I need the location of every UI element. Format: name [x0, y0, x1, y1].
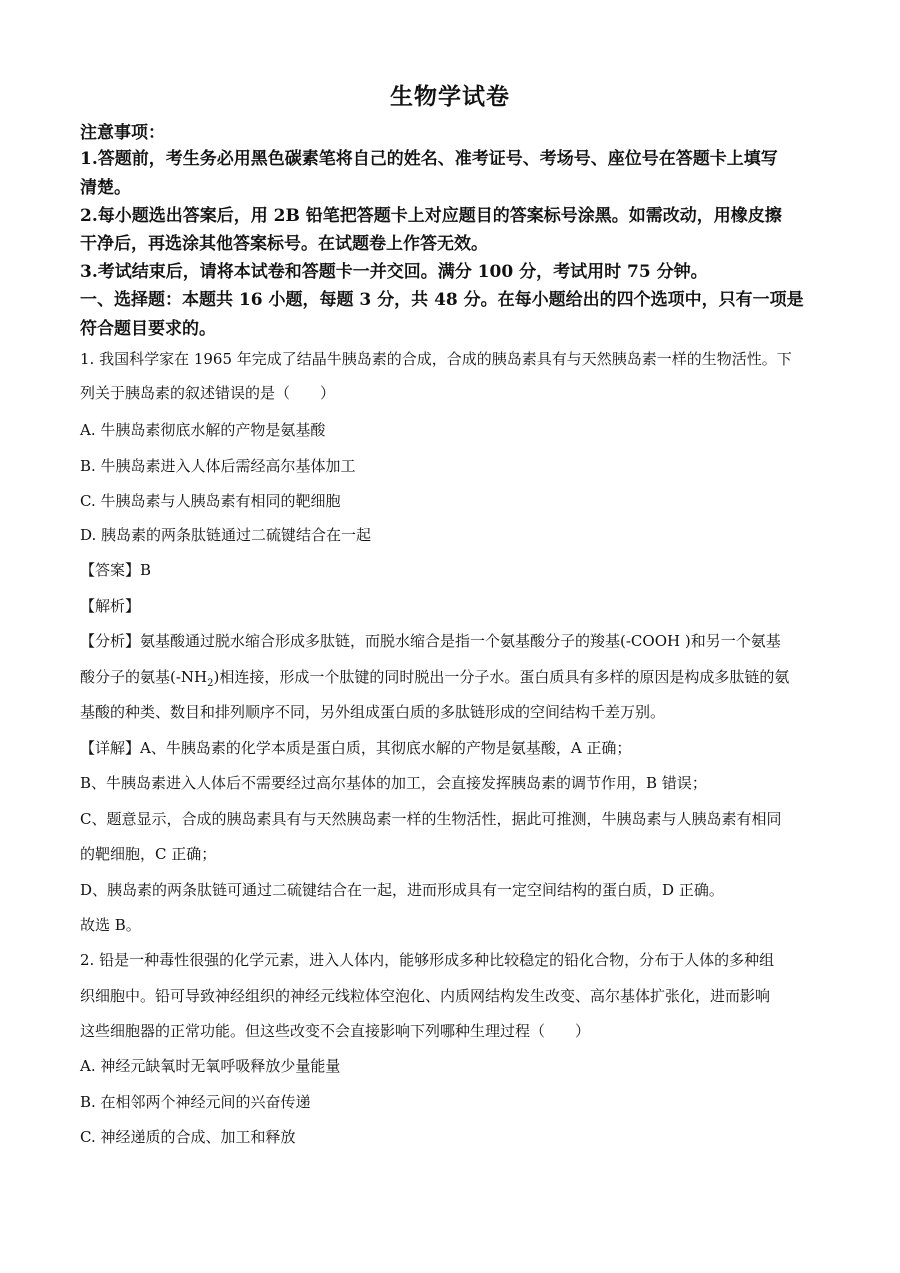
q1-fenxi-subscript: 2 [207, 678, 214, 689]
q1-fenxi-line-2-pre: 酸分子的氨基(-NH [80, 668, 208, 686]
notice-item-1-line-2: 清楚。 [80, 178, 131, 198]
q1-fenxi-line-3: 基酸的种类、数目和排列顺序不同，另外组成蛋白质的多肽链形成的空间结构千差万别。 [80, 703, 666, 721]
q1-option-c: C. 牛胰岛素与人胰岛素有相同的靶细胞 [80, 492, 341, 510]
q1-stem-line-2: 列关于胰岛素的叙述错误的是（ ） [80, 384, 336, 402]
q1-xiangjie-c-line-2: 的靶细胞，C 正确； [80, 845, 217, 863]
q2-stem-line-3: 这些细胞器的正常功能。但这些改变不会直接影响下列哪种生理过程（ ） [80, 1022, 591, 1040]
section-heading-line-2: 符合题目要求的。 [80, 319, 216, 339]
page-title: 生物学试卷 [390, 83, 510, 110]
notice-item-3: 3.考试结束后，请将本试卷和答题卡一并交回。满分 100 分，考试用时 75 分钟。 [80, 262, 708, 282]
section-heading-line-1: 一、选择题：本题共 16 小题，每题 3 分，共 48 分。在每小题给出的四个选项中，只有一项是 [80, 290, 804, 310]
notice-item-1-line-1: 1.答题前，考生务必用黑色碳素笔将自己的姓名、准考证号、考场号、座位号在答题卡上填写 [80, 149, 778, 169]
q1-option-a: A. 牛胰岛素彻底水解的产物是氨基酸 [80, 421, 326, 439]
q2-stem-line-1: 2. 铅是一种毒性很强的化学元素，进入人体内，能够形成多种比较稳定的铅化合物，分布于人体的多种组 [80, 951, 775, 969]
q1-option-b: B. 牛胰岛素进入人体后需经高尔基体加工 [80, 457, 356, 475]
q2-option-b: B. 在相邻两个神经元间的兴奋传递 [80, 1093, 311, 1111]
q2-option-a: A. 神经元缺氧时无氧呼吸释放少量能量 [80, 1057, 341, 1075]
q1-xiangjie-b: B、牛胰岛素进入人体后不需要经过高尔基体的加工，会直接发挥胰岛素的调节作用，B 错误； [80, 774, 707, 792]
q1-xiangjie-c-line-1: C、题意显示，合成的胰岛素具有与天然胰岛素一样的生物活性，据此可推测，牛胰岛素与人胰岛素有相同 [80, 810, 782, 828]
q1-fenxi-line-1: 【分析】氨基酸通过脱水缩合形成多肽链，而脱水缩合是指一个氨基酸分子的羧基(-COOH )和另一个氨基 [80, 632, 781, 650]
q1-fenxi-line-2 [80, 665, 825, 696]
notice-heading: 注意事项： [80, 123, 165, 143]
q1-option-d: D. 胰岛素的两条肽链通过二硫键结合在一起 [80, 526, 372, 544]
q1-xiangjie-a: 【详解】A、牛胰岛素的化学本质是蛋白质，其彻底水解的产物是氨基酸，A 正确； [80, 739, 632, 757]
q1-analysis-label: 【解析】 [80, 597, 141, 615]
notice-item-2-line-2: 干净后，再选涂其他答案标号。在试题卷上作答无效。 [80, 234, 488, 254]
q2-option-c: C. 神经递质的合成、加工和释放 [80, 1128, 296, 1146]
q2-stem-line-2: 织细胞中。铅可导致神经组织的神经元线粒体空泡化、内质网结构发生改变、高尔基体扩张化，进而影响 [80, 987, 771, 1005]
q1-stem-line-1: 1. 我国科学家在 1965 年完成了结晶牛胰岛素的合成，合成的胰岛素具有与天然胰岛素一样的生物活性。下 [80, 350, 792, 368]
q1-fenxi-line-2-post: )相连接，形成一个肽键的同时脱出一分子水。蛋白质具有多样的原因是构成多肽链的氨 [213, 668, 790, 686]
q1-conclusion: 故选 B。 [80, 916, 141, 934]
notice-item-2-line-1: 2.每小题选出答案后，用 2B 铅笔把答题卡上对应题目的答案标号涂黑。如需改动，用橡皮擦 [80, 206, 782, 226]
q1-answer: 【答案】B [80, 561, 152, 579]
q1-xiangjie-d: D、胰岛素的两条肽链可通过二硫键结合在一起，进而形成具有一定空间结构的蛋白质，D 正确。 [80, 881, 724, 899]
